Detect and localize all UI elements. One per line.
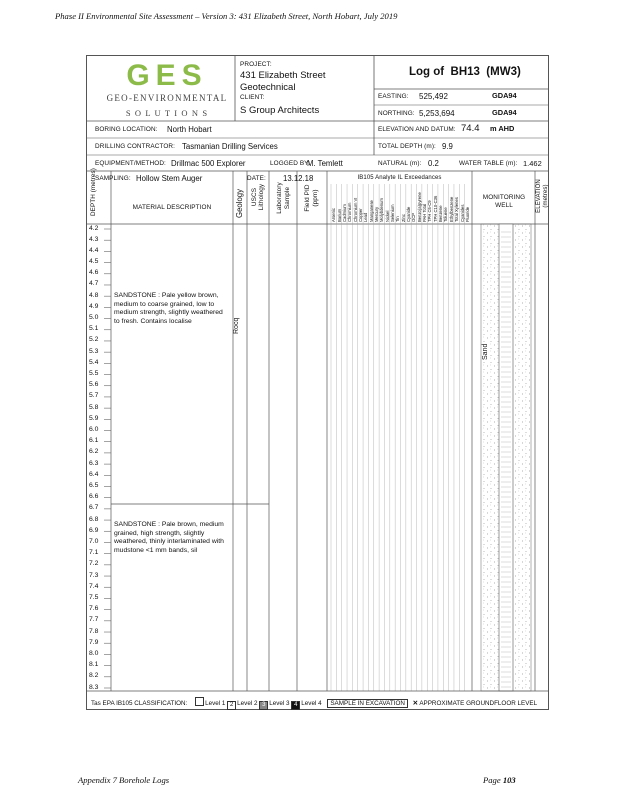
project-name: 431 Elizabeth Street (240, 70, 326, 81)
date-value: 13.12.18 (283, 174, 314, 183)
client-name: S Group Architects (240, 105, 320, 116)
legend-classification: Tas EPA IB105 CLASSIFICATION: (91, 700, 188, 707)
depth-tick-label: 5.2 (89, 336, 99, 344)
analyte-grid-lines (331, 184, 465, 691)
depth-tick-label: 5.6 (89, 381, 99, 389)
legend-level3-box: 3 (259, 701, 268, 710)
depth-tick-label: 4.2 (89, 224, 99, 232)
water-table-label: WATER TABLE (m): (459, 160, 518, 167)
legend-level3: Level 3 (269, 700, 290, 707)
legend-level4: Level 4 (301, 700, 322, 707)
analyte-label: Nickel (384, 210, 390, 222)
legend-level2: Level 2 (237, 700, 258, 707)
boring-location-value: North Hobart (167, 125, 212, 134)
drilling-contractor-label: DRILLING CONTRACTOR: (95, 143, 175, 150)
ges-logo-mark (117, 62, 217, 88)
elevation-value: 74.4 (461, 123, 480, 134)
natural-label: NATURAL (m): (378, 160, 422, 167)
depth-tick-label: 5.3 (89, 347, 99, 355)
analyte-label: Toluene (443, 207, 449, 222)
footer-left: Appendix 7 Borehole Logs (78, 775, 170, 785)
depth-tick-label: 7.3 (89, 571, 99, 579)
well-fill-label: Sand (482, 343, 489, 360)
depth-tick-label: 4.9 (89, 302, 99, 310)
page-header: Phase II Environmental Site Assessment – Version 3: 431 Elizabeth Street, North Hobart, July 2019 (55, 11, 398, 21)
analyte-label: Manganese (368, 200, 374, 222)
depth-tick-label: 8.1 (89, 661, 99, 669)
legend-row (91, 697, 537, 710)
depth-tick-label: 5.7 (89, 392, 99, 400)
project-type: Geotechnical (240, 82, 296, 93)
analyte-label: Molybdenum (379, 198, 385, 222)
boring-location-label: BORING LOCATION: (95, 126, 158, 133)
depth-tick-label: 6.2 (89, 448, 99, 456)
depth-tick-label: 8.2 (89, 672, 99, 680)
legend-sample: SAMPLE IN EXCAVATION (327, 699, 408, 708)
depth-tick-label: 8.0 (89, 649, 99, 657)
ges-logo (117, 62, 217, 88)
analyte-label: Total Xylenes (454, 197, 460, 222)
material-column-header: MATERIAL DESCRIPTION (132, 204, 212, 211)
depth-tick-label: 7.9 (89, 638, 99, 646)
depth-tick-label: 4.6 (89, 269, 99, 277)
footer-right (483, 775, 516, 785)
northing-datum: GDA94 (492, 108, 517, 117)
equipment-label: EQUIPMENT/METHOD: (95, 160, 166, 167)
depth-tick-label: 4.3 (89, 235, 99, 243)
depth-tick-label: 6.8 (89, 515, 99, 523)
depth-tick-label: 4.5 (89, 258, 99, 266)
depth-tick-label: 6.7 (89, 504, 99, 512)
layer-1-description: SANDSTONE : Pale yellow brown, medium to coarse grained, low to medium strength, slightly weathered to fresh. Contains localise (114, 292, 223, 325)
depth-tick-label: 5.5 (89, 370, 99, 378)
elevation-label: ELEVATION AND DATUM: (378, 126, 456, 133)
depth-tick-label: 7.6 (89, 605, 99, 613)
depth-tick-label: 7.5 (89, 593, 99, 601)
date-label: DATE: (247, 175, 266, 182)
depth-tick-label: 6.9 (89, 526, 99, 534)
depth-tick-label: 5.0 (89, 314, 99, 322)
total-depth-value: 9.9 (442, 142, 453, 151)
depth-tick-label: 4.7 (89, 280, 99, 288)
legend-level4-box: 4 (291, 701, 300, 710)
analyte-label: Tin (395, 216, 401, 222)
analyte-label: Chromium VI (352, 197, 358, 222)
depth-tick-label: 4.8 (89, 291, 99, 299)
analyte-label: Arsenic (331, 208, 337, 222)
easting-label: EASTING: (378, 93, 409, 100)
total-depth-label: TOTAL DEPTH (m): (378, 143, 436, 150)
analyte-label: TPH C10-C36 (432, 195, 438, 222)
natural-value: 0.2 (428, 159, 439, 168)
lab-column-header: Laboratory Sample (276, 182, 291, 214)
easting-value: 525,492 (419, 92, 448, 101)
analyte-label: Benzo(a)pyrene (416, 192, 422, 222)
depth-tick-label: 6.0 (89, 426, 99, 433)
analyte-label: Benzene (438, 205, 444, 222)
depth-column-header: DEPTH (metres) (90, 168, 97, 216)
client-label: CLIENT: (240, 94, 265, 101)
layer-1-geology: Rocq (233, 317, 240, 334)
logo-letters: GES (126, 62, 208, 88)
geology-column-header: Geology (235, 188, 244, 218)
depth-tick-label: 5.1 (89, 325, 99, 333)
elevation-column-header: ELEVATION (metres) (536, 179, 549, 213)
analyte-label: OCP (411, 212, 417, 222)
logged-by-value: M. Temlett (307, 159, 343, 168)
analyte-label: Zinc (400, 214, 406, 222)
depth-tick-label: 6.1 (89, 437, 99, 445)
analyte-label: Barium (336, 208, 342, 222)
depth-tick-label: 8.3 (89, 683, 99, 691)
footer-page-number: 103 (502, 775, 516, 785)
depth-tick-label: 5.4 (89, 358, 99, 366)
analyte-label: Chromium (347, 202, 353, 222)
legend-level1-box (195, 697, 204, 706)
equipment-value: Drillmac 500 Explorer (171, 159, 246, 168)
legend-approx: APPROXIMATE GROUNDFLOOR LEVEL (419, 700, 538, 707)
pid-column-header: Field PID (ppm) (304, 184, 319, 212)
legend-level1: Level 1 (205, 700, 226, 707)
analyte-label: Selenium (390, 204, 395, 222)
uscs-column-header: USCS Lithology (251, 183, 265, 211)
depth-tick-label: 6.6 (89, 493, 99, 501)
analyte-label: Fluoride (464, 206, 470, 222)
analyte-label: Ethylbenzene (448, 196, 454, 222)
analyte-label: Copper (357, 208, 363, 222)
drilling-contractor-value: Tasmanian Drilling Services (182, 142, 278, 151)
logged-by-label: LOGGED BY: (270, 160, 311, 167)
depth-tick-label: 7.4 (89, 582, 99, 590)
log-title: Log of BH13 (MW3) (409, 66, 521, 78)
analyte-label: Mercury (373, 206, 379, 222)
borehole-log-sheet (86, 55, 549, 710)
logo-line1: GEO-ENVIRONMENTAL (106, 93, 228, 103)
elevation-unit: m AHD (490, 124, 515, 133)
analyte-label: Cyanide (406, 206, 412, 222)
water-table-value: 1.462 (523, 159, 542, 168)
footer-page-label: Page (483, 775, 501, 785)
easting-datum: GDA94 (492, 91, 517, 100)
sampling-value: Hollow Stem Auger (136, 174, 203, 183)
logo-line2: S O L U T I O N S (125, 108, 209, 118)
analyte-label: Cyanides (459, 204, 465, 222)
depth-tick-label: 7.1 (89, 549, 99, 557)
analyte-label: PAH Total (422, 203, 428, 222)
depth-tick-label: 7.2 (89, 560, 99, 568)
monitoring-well-header: MONITORING WELL (482, 194, 526, 209)
depth-tick-label: 6.3 (89, 459, 99, 467)
analyte-label: TPH C6-C9 (427, 200, 433, 222)
analyte-label: Cadmium (341, 204, 347, 222)
depth-tick-label: 7.7 (89, 616, 99, 624)
depth-tick-label: 7.0 (89, 537, 99, 545)
depth-ticks (104, 229, 111, 688)
depth-tick-label: 5.8 (89, 403, 99, 411)
analyte-label: Lead (363, 212, 369, 222)
legend-level2-box: 2 (227, 701, 236, 710)
depth-tick-label: 6.4 (89, 470, 99, 478)
northing-value: 5,253,694 (419, 109, 455, 118)
layer-2-description: SANDSTONE : Pale brown, medium grained, high strength, slightly weathered, thinly interlaminated with mudstone <1 mm bands, sil (114, 521, 224, 554)
project-label: PROJECT: (240, 61, 272, 68)
depth-tick-label: 5.9 (89, 414, 99, 422)
log-grid (87, 56, 548, 709)
depth-tick-label: 6.5 (89, 481, 99, 489)
northing-label: NORTHING: (378, 110, 415, 117)
legend-approx-icon: ✕ (412, 700, 418, 707)
sampling-label: SAMPLING: (95, 175, 131, 182)
depth-tick-label: 4.4 (89, 246, 99, 254)
analyte-header: IB105 Analyte IL Exceedances (357, 175, 442, 181)
depth-tick-label: 7.8 (89, 627, 99, 635)
